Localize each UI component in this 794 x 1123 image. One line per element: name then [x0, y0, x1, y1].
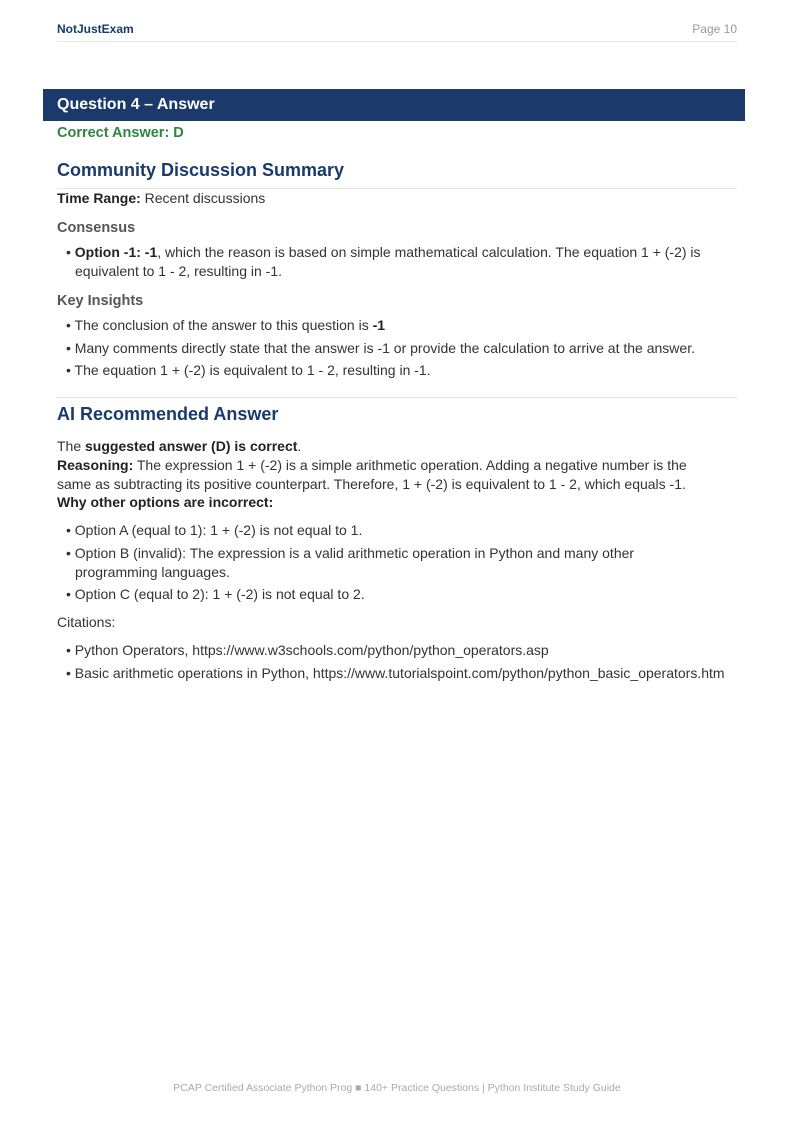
community-heading: Community Discussion Summary: [57, 160, 345, 180]
insight-item: • Many comments directly state that the answer is -1 or provide the calculation to arrive at the answer.: [66, 340, 695, 356]
reasoning-text: The expression 1 + (-2) is a simple arithmetic operation. Adding a negative number is the same as subtracting its positive counterpart. Therefore, 1 + (-2) is equivalent to 1 - 2, which equals -1.: [57, 457, 687, 492]
citation-link[interactable]: Basic arithmetic operations in Python, https://www.tutorialspoint.com/python/python_basic_operators.htm: [74, 665, 725, 681]
insight-bold: -1: [372, 317, 386, 333]
reasoning-label: Reasoning:: [57, 457, 134, 473]
ai-intro: [57, 437, 737, 456]
consensus-text: , which the reason is based on simple mathematical calculation. The equation 1 + (-2) is equivalent to 1 - 2, resulting in -1.: [75, 244, 701, 279]
option-text: Option B (invalid): The expression is a valid arithmetic operation in Python and many other programming languages.: [74, 545, 635, 580]
consensus-heading: Consensus: [57, 220, 136, 236]
insight-text: Many comments directly state that the answer is -1 or provide the calculation to arrive at the answer.: [74, 340, 695, 356]
ai-intro-suffix: .: [297, 438, 302, 454]
question-banner: [43, 89, 745, 121]
insight-text: The conclusion of the answer to this question is: [74, 317, 373, 333]
page-footer: PCAP Certified Associate Python Prog ■ 140+ Practice Questions | Python Institute Study Guide: [173, 1082, 621, 1094]
ai-intro-prefix: The: [57, 438, 86, 454]
insight-text: The equation 1 + (-2) is equivalent to 1 - 2, resulting in -1.: [74, 362, 431, 378]
citations-label: Citations:: [57, 614, 116, 630]
section-divider: [57, 397, 737, 398]
page-header: [57, 22, 737, 42]
correct-answer: Correct Answer: D: [57, 125, 184, 141]
ai-reasoning: [57, 456, 714, 494]
key-insights-heading: Key Insights: [57, 293, 144, 309]
why-incorrect-text: Why other options are incorrect:: [57, 494, 274, 510]
time-range-value: Recent discussions: [140, 190, 266, 206]
time-range-label: Time Range:: [57, 190, 141, 206]
citation-item: • Python Operators, https://www.w3schools.com/python/python_operators.asp: [66, 642, 549, 658]
insight-item: • The conclusion of the answer to this question is -1: [66, 317, 386, 333]
option-text: Option A (equal to 1): 1 + (-2) is not equal to 1.: [74, 522, 363, 538]
option-item: • Option A (equal to 1): 1 + (-2) is not equal to 1.: [66, 522, 363, 538]
time-range: [57, 189, 737, 208]
consensus-option: Option -1: -1: [74, 244, 158, 260]
page-number: Page 10: [692, 22, 737, 36]
option-text: Option C (equal to 2): 1 + (-2) is not equal to 2.: [74, 586, 365, 602]
ai-heading: AI Recommended Answer: [57, 404, 279, 424]
insight-item: • The equation 1 + (-2) is equivalent to 1 - 2, resulting in -1.: [66, 362, 431, 378]
citation-item: • Basic arithmetic operations in Python, https://www.tutorialspoint.com/python/python_basic_operators.htm: [66, 665, 725, 681]
why-incorrect-label: [57, 493, 737, 512]
option-item: • Option C (equal to 2): 1 + (-2) is not equal to 2.: [66, 586, 365, 602]
consensus-item: • Option -1: -1, which the reason is based on simple mathematical calculation. The equation 1 + (-2) is equivalent to 1 - 2, resulting in -1.: [66, 244, 701, 279]
citation-link[interactable]: Python Operators, https://www.w3schools.com/python/python_operators.asp: [74, 642, 549, 658]
question-title: Question 4 – Answer: [57, 96, 215, 113]
option-item: • Option B (invalid): The expression is a valid arithmetic operation in Python and many other programming languages.: [66, 545, 635, 580]
ai-intro-bold: suggested answer (D) is correct: [85, 438, 298, 454]
brand-name: NotJustExam: [57, 22, 134, 36]
